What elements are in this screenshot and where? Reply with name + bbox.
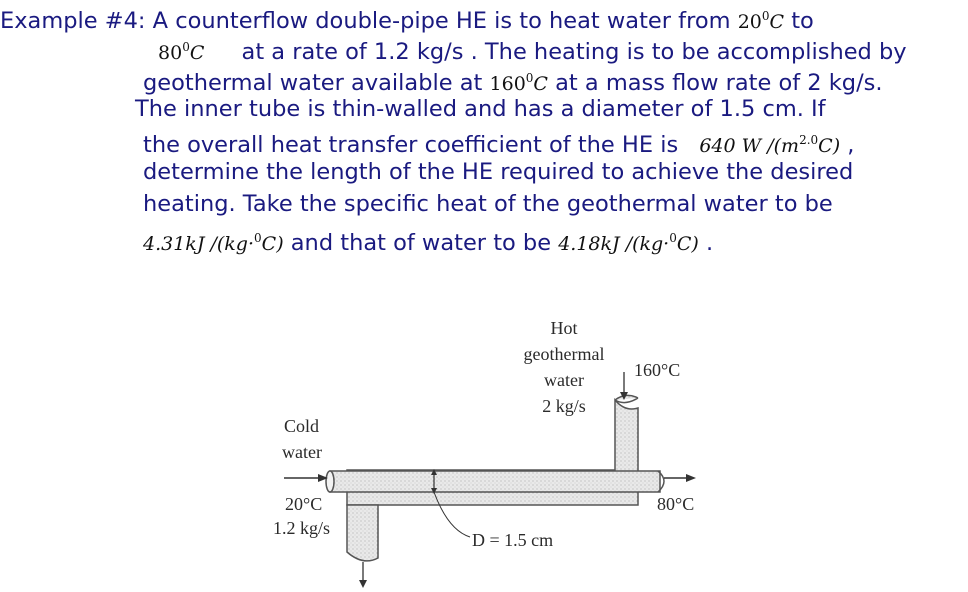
problem-text: determine the length of the HE required to achieve the desired [143, 159, 854, 185]
cold-label-line: Cold [284, 416, 320, 436]
problem-text: and that of water to be [290, 230, 552, 256]
problem-text: . [698, 230, 714, 256]
problem-text: Example #4: A counterflow double-pipe HE is to heat water from [0, 8, 731, 34]
problem-text: at a mass flow rate of 2 kg/s. [547, 70, 883, 96]
problem-statement [0, 0, 968, 270]
problem-line-1 [0, 2, 814, 34]
problem-line-6 [143, 158, 853, 186]
temperature-value: $160^0C$ [489, 71, 548, 95]
cold-outlet-temperature: 80°C [657, 494, 695, 514]
problem-text: the overall heat transfer coefficient of the HE is [143, 132, 679, 158]
problem-text: at a rate of 1.2 kg/s . The heating is to be accomplished by [241, 39, 907, 65]
cold-inlet-flow-rate: 1.2 kg/s [273, 518, 331, 538]
problem-line-3 [143, 64, 883, 96]
heat-exchanger-figure [0, 300, 968, 592]
temperature-value: $80^0C$ [158, 40, 205, 64]
problem-line-7 [143, 190, 833, 218]
cold-water-label [282, 416, 322, 462]
problem-text: , [840, 132, 855, 158]
problem-text: The inner tube is thin-walled and has a diameter of 1.5 cm. If [135, 96, 826, 122]
hot-label-line: 2 kg/s [542, 396, 586, 416]
heat-transfer-coefficient-value: 640 W $/(m^{2.0}C)$ [699, 133, 841, 157]
specific-heat-value: 4.31kJ /(kg·$^0$C) [143, 231, 284, 255]
hot-water-label [524, 318, 605, 416]
problem-text: geothermal water available at [143, 70, 483, 96]
problem-text: to [784, 8, 814, 34]
cold-inlet-temperature: 20°C [285, 494, 323, 514]
problem-text: heating. Take the specific heat of the geothermal water to be [143, 191, 833, 217]
problem-line-5 [143, 126, 855, 158]
problem-line-8 [143, 224, 714, 256]
cold-label-line: water [282, 442, 322, 462]
cold-inlet-label [273, 494, 330, 538]
diameter-label: D = 1.5 cm [472, 530, 554, 550]
hot-inlet-temperature: 160°C [634, 360, 681, 380]
specific-heat-value: 4.18kJ /(kg·$^0$C) [558, 231, 699, 255]
problem-line-4 [135, 95, 826, 123]
hot-label-line: water [544, 370, 584, 390]
temperature-value: $20^0C$ [737, 9, 785, 33]
hot-label-line: Hot [550, 318, 578, 338]
problem-line-2 [158, 33, 907, 65]
hot-label-line: geothermal [523, 344, 605, 364]
inner-tube [326, 471, 664, 492]
